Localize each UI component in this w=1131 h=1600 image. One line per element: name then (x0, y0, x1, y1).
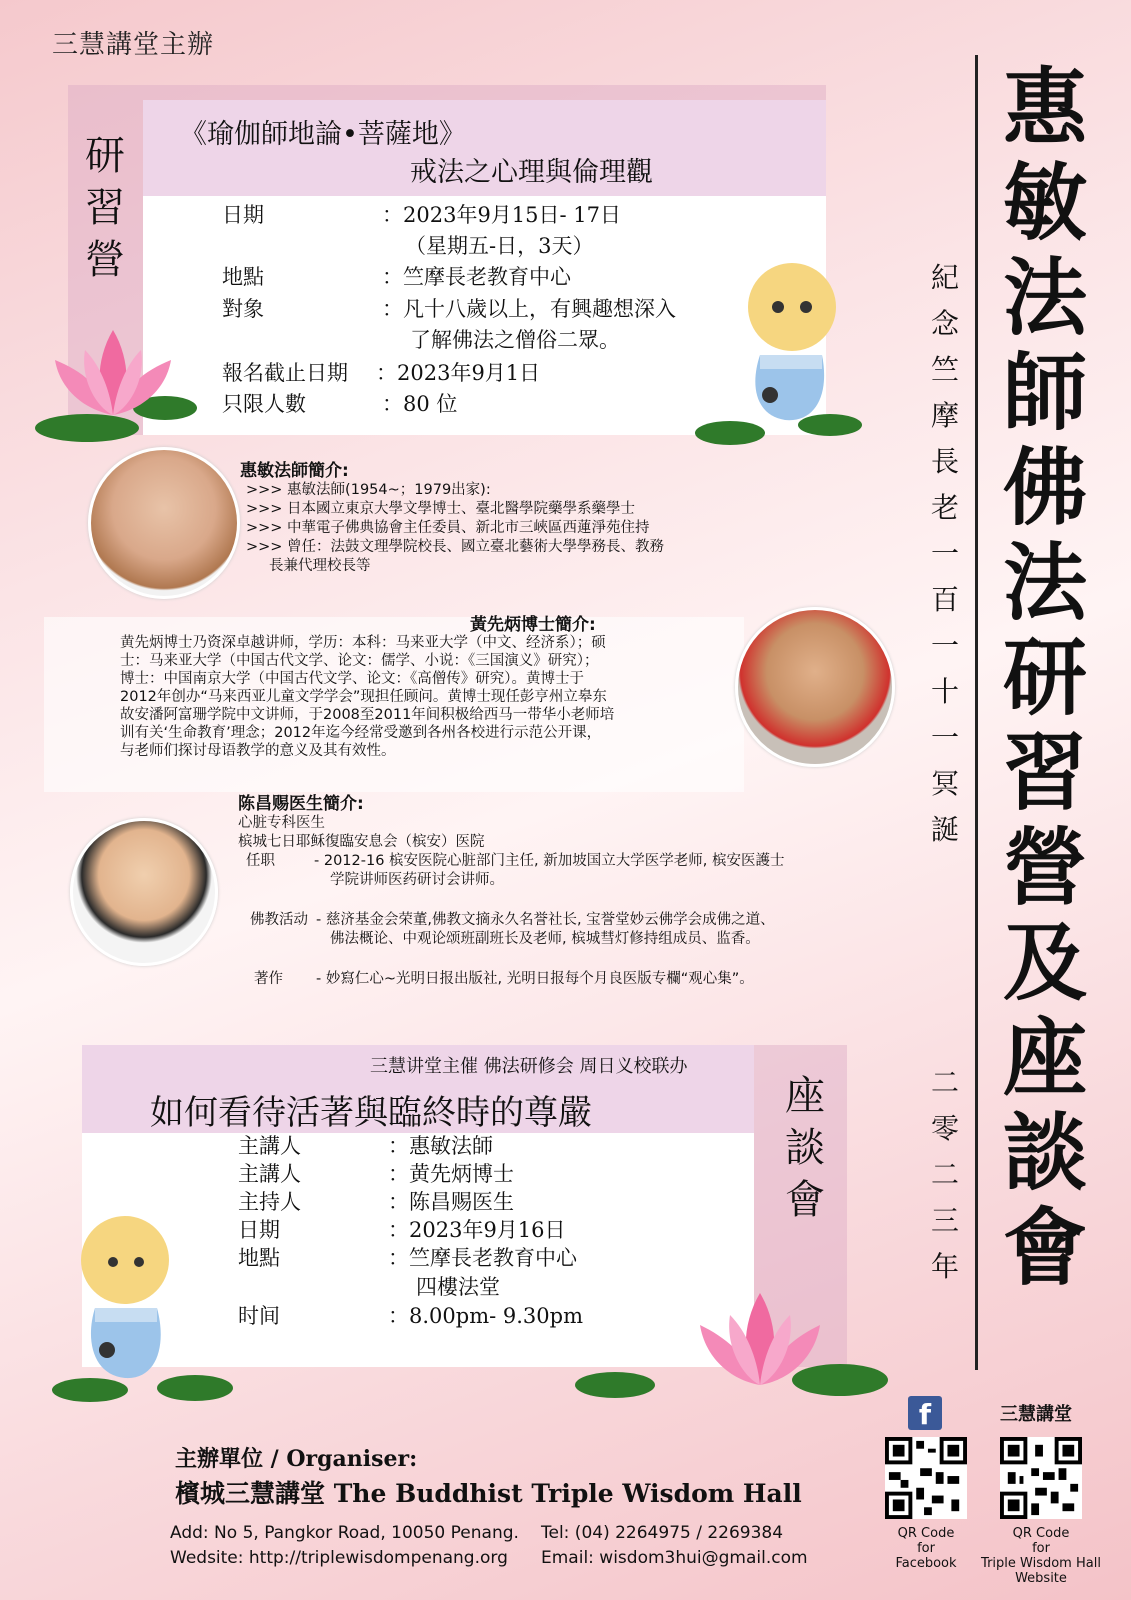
forum-row-value: ：惠敏法師 (388, 1134, 493, 1158)
host-text: 三慧講堂主辦 (52, 30, 215, 60)
retreat-row-key: 日期 (222, 203, 264, 227)
retreat-row-key: 只限人數 (222, 392, 306, 416)
label-char: 研 (85, 133, 125, 179)
commem-char: 百 (930, 583, 959, 616)
bio3-detail-line: 佛法概论、中观论颂班副班长及老师, 槟城彗灯修持组成员、监香。 (330, 931, 760, 947)
avatar (735, 607, 895, 767)
bio3-line: 槟城七日耶稣復臨安息会（槟安）医院 (238, 834, 485, 850)
triple-wisdom-logo: 三慧講堂 (1000, 1404, 1072, 1425)
main-title-vertical (990, 60, 1100, 1295)
bio3-detail-line: - 妙寫仁心~光明日报出版社, 光明日报每个月良医版专欄“观心集”。 (316, 971, 754, 987)
qr-code-website-icon[interactable] (1000, 1437, 1082, 1519)
bio2-line: 与老师们探讨母语教学的意义及其有效性。 (120, 743, 396, 759)
forum-row-value: ：黄先炳博士 (388, 1162, 514, 1186)
bio2-line: 博士：中国南京大学（中国古代文学、论文：《高僧传》研究）。黄博士于 (120, 671, 584, 687)
commem-char: 冥 (930, 767, 959, 800)
retreat-row-key: 報名截止日期 (222, 361, 348, 385)
title-char: 營 (1002, 818, 1087, 917)
commemoration-vertical (920, 255, 970, 853)
forum-title: 如何看待活著與臨終時的尊嚴 (150, 1093, 592, 1133)
commem-char: 老 (930, 491, 959, 524)
bio1-title: 惠敏法師簡介: (240, 461, 349, 481)
title-char: 師 (1002, 343, 1087, 442)
forum-row-key: 主講人 (238, 1162, 301, 1186)
caption-line: for (1032, 1541, 1050, 1556)
title-char: 習 (1002, 723, 1087, 822)
organiser-name: 檳城三慧講堂 The Buddhist Triple Wisdom Hall (175, 1479, 802, 1508)
label-char: 談 (785, 1125, 825, 1171)
forum-row-key: 主講人 (238, 1134, 301, 1158)
title-char: 惠 (1002, 58, 1087, 157)
avatar (88, 447, 240, 599)
bio3-detail-key: 佛教活动 (250, 912, 308, 928)
qr-code-facebook-icon[interactable] (885, 1437, 967, 1519)
bio1-line: >>> 日本國立東京大學文學博士、臺北醫學院藥學系藥學士 (246, 501, 636, 517)
title-char: 法 (1002, 533, 1087, 632)
title-char: 談 (1002, 1103, 1087, 1202)
label-char: 會 (785, 1177, 825, 1223)
bio3-detail-key: 著作 (254, 971, 283, 987)
phone-text: Tel: (04) 2264975 / 2269384 (541, 1523, 784, 1543)
title-char: 會 (1002, 1198, 1087, 1297)
forum-row-value: ：陈昌赐医生 (388, 1190, 514, 1214)
commem-char: 一 (930, 629, 959, 662)
monk-figure-icon (690, 255, 865, 450)
commem-char: 十 (930, 675, 959, 708)
retreat-row-key: 地點 (222, 265, 264, 289)
commem-char: 誕 (930, 813, 959, 846)
retreat-row-value: ：2023年9月15日- 17日 (382, 203, 622, 227)
bio3-title: 陈昌赐医生簡介: (238, 794, 364, 814)
year-char: 二 (930, 1158, 959, 1191)
year-char: 二 (930, 1066, 959, 1099)
bio1-line: >>> 曾任：法鼓文理學院校長、國立臺北藝術大學學務長、教務 (246, 539, 665, 555)
bio3-detail-key: 任职 (246, 853, 275, 869)
commem-char: 長 (930, 445, 959, 478)
commem-char: 竺 (930, 353, 959, 386)
title-char: 研 (1002, 628, 1087, 727)
caption-line: Triple Wisdom Hall (981, 1556, 1101, 1571)
retreat-row-value: （星期五-日，3天） (405, 234, 594, 258)
title-char: 法 (1002, 248, 1087, 347)
retreat-row-value: 了解佛法之僧俗二眾。 (410, 328, 620, 352)
commem-char: 一 (930, 721, 959, 754)
website-link[interactable]: Wedsite: http://triplewisdompenang.org (170, 1548, 508, 1568)
caption-line: QR Code (897, 1526, 955, 1541)
bio2-title: 黃先炳博士簡介: (470, 615, 596, 635)
caption-line: for (917, 1541, 935, 1556)
commem-char: 摩 (930, 399, 959, 432)
bio1-line: 長兼代理校長等 (246, 558, 371, 574)
year-char: 三 (930, 1204, 959, 1237)
forum-row-value: ：8.00pm- 9.30pm (388, 1304, 583, 1328)
forum-row-value: ：竺摩長老教育中心 (388, 1246, 577, 1270)
monk-figure-icon (45, 1210, 235, 1410)
divider-line (975, 55, 978, 1370)
organiser-label: 主辦單位 / Organiser: (175, 1446, 418, 1472)
lotus-icon (25, 320, 200, 445)
label-char: 習 (85, 185, 125, 231)
retreat-row-key: 對象 (222, 297, 264, 321)
title-char: 座 (1002, 1008, 1087, 1107)
forum-row-key: 时间 (238, 1304, 280, 1328)
forum-row-value: ：2023年9月16日 (388, 1218, 566, 1242)
retreat-label (70, 130, 140, 286)
forum-row-key: 主持人 (238, 1190, 301, 1214)
forum-row-key: 地點 (238, 1246, 280, 1270)
bio3-detail-line: - 慈济基金会荣董,佛教文摘永久名誉社长, 宝誉堂妙云佛学会成佛之道、 (316, 912, 775, 928)
bio1-line: >>> 惠敏法師(1954~；1979出家): (246, 482, 491, 498)
title-char: 敏 (1002, 153, 1087, 252)
qr-caption-website (975, 1526, 1107, 1586)
avatar (70, 818, 218, 966)
email-link[interactable]: Email: wisdom3hui@gmail.com (541, 1548, 808, 1568)
year-char: 年 (930, 1250, 959, 1283)
bio2-line: 2012年创办“马来西亚儿童文学学会”现担任顾问。黄博士现任彭亨州立皋东 (120, 689, 607, 705)
bio1-line: >>> 中華電子佛典協會主任委員、新北市三峽區西蓮淨苑住持 (246, 520, 650, 536)
retreat-title-line1: 《瑜伽師地論•菩薩地》 (180, 119, 466, 150)
facebook-icon[interactable]: f (908, 1396, 942, 1430)
address-text: Add: No 5, Pangkor Road, 10050 Penang. (170, 1523, 519, 1543)
year-char: 零 (930, 1112, 959, 1145)
caption-line: QR Code (1012, 1526, 1070, 1541)
retreat-row-value: ：2023年9月1日 (376, 361, 541, 385)
label-char: 座 (785, 1073, 825, 1119)
commem-char: 一 (930, 537, 959, 570)
label-char: 營 (85, 237, 125, 283)
commem-char: 念 (930, 307, 959, 340)
title-char: 及 (1002, 913, 1087, 1012)
bio2-line: 故安潘阿富珊学院中文讲师，于2008至2011年间积极给西马一带华小老师培 (120, 707, 615, 723)
bio2-line: 训有关‘生命教育’理念；2012年迄今经常受邀到各州各校进行示范公开课， (120, 725, 602, 741)
caption-line: Facebook (895, 1556, 957, 1571)
retreat-row-value: ：凡十八歲以上，有興趣想深入 (382, 297, 676, 321)
title-char: 佛 (1002, 438, 1087, 537)
bio3-detail-line: 学院讲师医药研讨会讲师。 (330, 872, 504, 888)
retreat-title-line2: 戒法之心理與倫理觀 (410, 157, 653, 188)
retreat-row-value: ：竺摩長老教育中心 (382, 265, 571, 289)
lotus-icon (565, 1285, 895, 1410)
bio2-line: 黄先炳博士乃资深卓越讲师，学历：本科：马来亚大学（中文、经济系）；硕 (120, 635, 606, 651)
forum-row-key: 日期 (238, 1218, 280, 1242)
year-vertical (920, 1060, 970, 1290)
caption-line: Website (1015, 1571, 1067, 1586)
bio3-detail-line: - 2012-16 槟安医院心脏部门主任, 新加坡国立大学医学老师, 槟安医護士 (314, 853, 785, 869)
bio2-line: 士：马来亚大学（中国古代文学、论文：儒学、小说：《三国演义》研究）； (120, 653, 599, 669)
commem-char: 紀 (930, 261, 959, 294)
forum-label (770, 1070, 840, 1226)
retreat-row-value: ：80 位 (382, 392, 458, 416)
qr-caption-facebook (870, 1526, 982, 1571)
forum-organizers: 三慧讲堂主催 佛法研修会 周日义校联办 (370, 1056, 688, 1077)
forum-row-value: 四樓法堂 (416, 1275, 500, 1299)
bio3-line: 心脏专科医生 (238, 815, 325, 831)
